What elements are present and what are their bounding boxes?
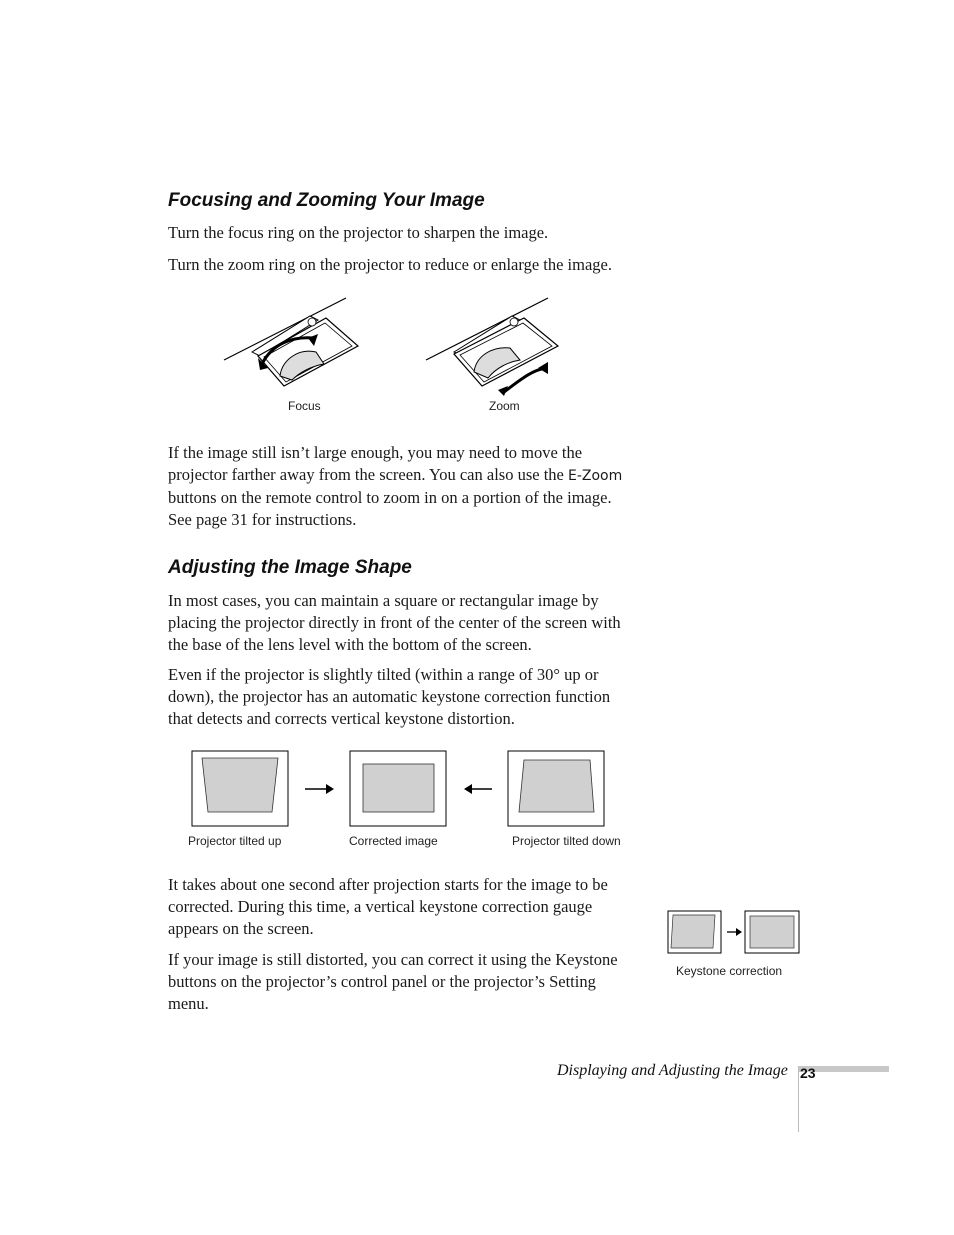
focus-caption: Focus bbox=[288, 399, 321, 413]
footer-chapter-title: Displaying and Adjusting the Image bbox=[557, 1062, 788, 1079]
paragraph-keystone-auto: Even if the projector is slightly tilted (within a range of 30° up or down), the projector has an automatic keystone correction function that detects and corrects vertical keystone distortion. bbox=[168, 665, 611, 728]
footer-vertical-rule bbox=[798, 1066, 799, 1132]
paragraph-maintain-shape: In most cases, you can maintain a square or rectangular image by placing the projector directly in front of the center of the screen with the base of the lens level with the bottom of the screen. bbox=[168, 591, 621, 654]
paragraph-zoom: Turn the zoom ring on the projector to reduce or enlarge the image. bbox=[168, 255, 612, 274]
section-heading-image-shape: Adjusting the Image Shape bbox=[168, 557, 412, 578]
page-number: 23 bbox=[800, 1065, 816, 1081]
keystone-correction-side-diagram bbox=[667, 910, 801, 956]
focus-ring-illustration bbox=[222, 296, 362, 388]
caption-keystone-correction: Keystone correction bbox=[676, 964, 783, 978]
paragraph-manual-keystone: If your image is still distorted, you can correct it using the Keystone buttons on the projector’s control panel or the projector’s Setting menu. bbox=[168, 950, 618, 1013]
paragraph-ezoom-text-a: If the image still isn’t large enough, you may need to move the projector farther away from the screen. You can also use the bbox=[168, 443, 583, 484]
zoom-ring-illustration bbox=[424, 296, 564, 396]
paragraph-ezoom-text-b: buttons on the remote control to zoom in on a portion of the image. See page 31 for instructions. bbox=[168, 488, 612, 529]
keystone-diagram bbox=[190, 750, 610, 830]
zoom-caption: Zoom bbox=[489, 399, 520, 413]
caption-corrected-image: Corrected image bbox=[349, 834, 438, 848]
section-heading-focus-zoom: Focusing and Zooming Your Image bbox=[168, 190, 485, 211]
ezoom-button-name: E-Zoom bbox=[567, 468, 623, 484]
paragraph-focus: Turn the focus ring on the projector to sharpen the image. bbox=[168, 223, 549, 242]
caption-tilted-up: Projector tilted up bbox=[188, 834, 282, 848]
paragraph-gauge: It takes about one second after projection starts for the image to be corrected. During this time, a vertical keystone correction gauge appears on the screen. bbox=[168, 875, 608, 938]
paragraph-ezoom bbox=[168, 442, 633, 531]
caption-tilted-down: Projector tilted down bbox=[512, 834, 621, 848]
